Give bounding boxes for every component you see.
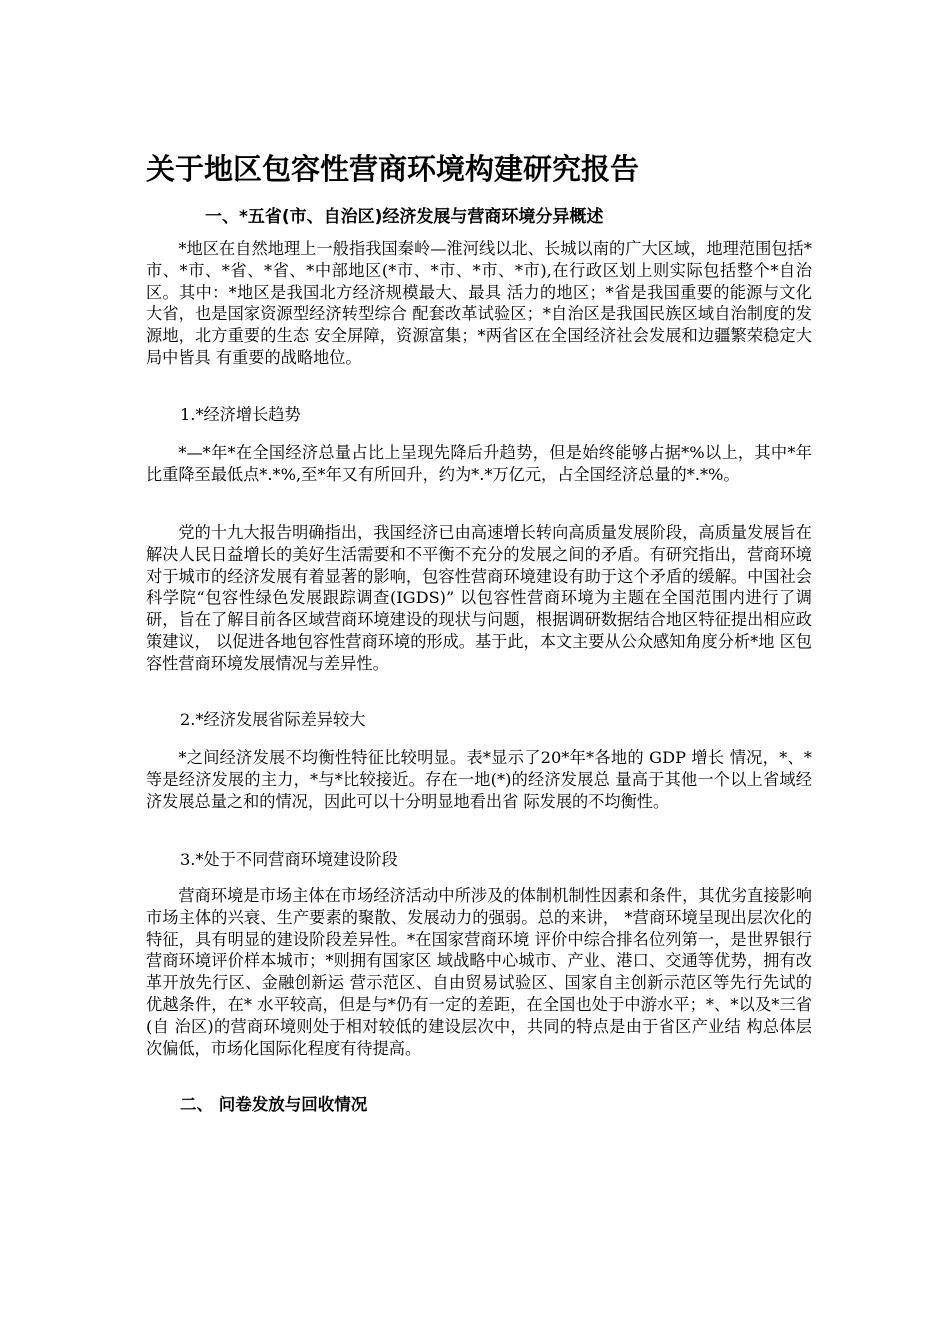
paragraph-overview: *地区在自然地理上一般指我国秦岭—淮河线以北、长城以南的广大区域，地理范围包括*市、*市、*省、*省、*中部地区(*市、*市、*市、*市),在行政区划上则实际包括整个*自治区。其中：*地区是我国北方经济规模最大、最具 活力的地区；*省是我国重要的能源与文化大省，也是国家资源型经济转型综合 配套改革试验区；*自治区是我国民族区域自治制度的发源地，北方重要的生态 安全屏障，资源富集；*两省区在全国经济社会发展和边疆繁荣稳定大局中皆具 有重要的战略地位。 [146, 239, 812, 367]
section-heading-2: 二、 问卷发放与回收情况 [180, 1095, 368, 1114]
paragraph-growth-trend: *—*年*在全国经济总量占比上呈现先降后升趋势，但是始终能够占据*%以上，其中*年比重降至最低点*.*%,至*年又有所回升，约为*.*万亿元，占全国经济总量的*.*%。 [146, 443, 812, 484]
section-heading-1: 一、*五省(市、自治区)经济发展与营商环境分异概述 [205, 207, 604, 227]
subheading-growth-trend: 1.*经济增长趋势 [180, 405, 301, 424]
subheading-business-environment-stages: 3.*处于不同营商环境建设阶段 [180, 850, 398, 869]
document-title: 关于地区包容性营商环境构建研究报告 [146, 152, 640, 186]
paragraph-high-quality-development: 党的十九大报告明确指出，我国经济已由高速增长转向高质量发展阶段，高质量发展旨在解决人民日益增长的美好生活需要和不平衡不充分的发展之间的矛盾。有研究指出，营商环境对于城市的经济发展有着显著的影响，包容性营商环境建设有助于这个矛盾的缓解。中国社会科学院“包容性绿色发展跟踪调查(IGDS)” 以包容性营商环境为主题在全国范围内进行了调研，旨在了解目前各区域营商环境建设的现状与问题，根据调研数据结合地区特征提出相应政策建议， 以促进各地包容性营商环境的形成。基于此，本文主要从公众感知角度分析*地 区包容性营商环境发展情况与差异性。 [146, 523, 812, 673]
paragraph-business-environment-stages: 营商环境是市场主体在市场经济活动中所涉及的体制机制性因素和条件，其优劣直接影响市场主体的兴衰、生产要素的聚散、发展动力的强弱。总的来讲， *营商环境呈现出层次化的特征，具有明显的建设阶段差异性。*在国家营商环境 评价中综合排名位列第一，是世界银行营商环境评价样本城市；*则拥有国家区 域战略中心城市、产业、港口、交通等优势，拥有改革开放先行区、金融创新运 营示范区、自由贸易试验区、国家自主创新示范区等先行先试的优越条件，在* 水平较高，但是与*仍有一定的差距，在全国也处于中游水平；*、*以及*三省(自 治区)的营商环境则处于相对较低的建设层次中，共同的特点是由于省区产业结 构总体层次偏低，市场化国际化程度有待提高。 [146, 886, 812, 1058]
subheading-provincial-differences: 2.*经济发展省际差异较大 [180, 710, 366, 729]
paragraph-provincial-differences: *之间经济发展不均衡性特征比较明显。表*显示了20*年*各地的 GDP 增长 情况，*、*等是经济发展的主力，*与*比较接近。存在一地(*)的经济发展总 量高于其他一个以上省域经济发展总量之和的情况，因此可以十分明显地看出省 际发展的不均衡性。 [146, 748, 812, 811]
